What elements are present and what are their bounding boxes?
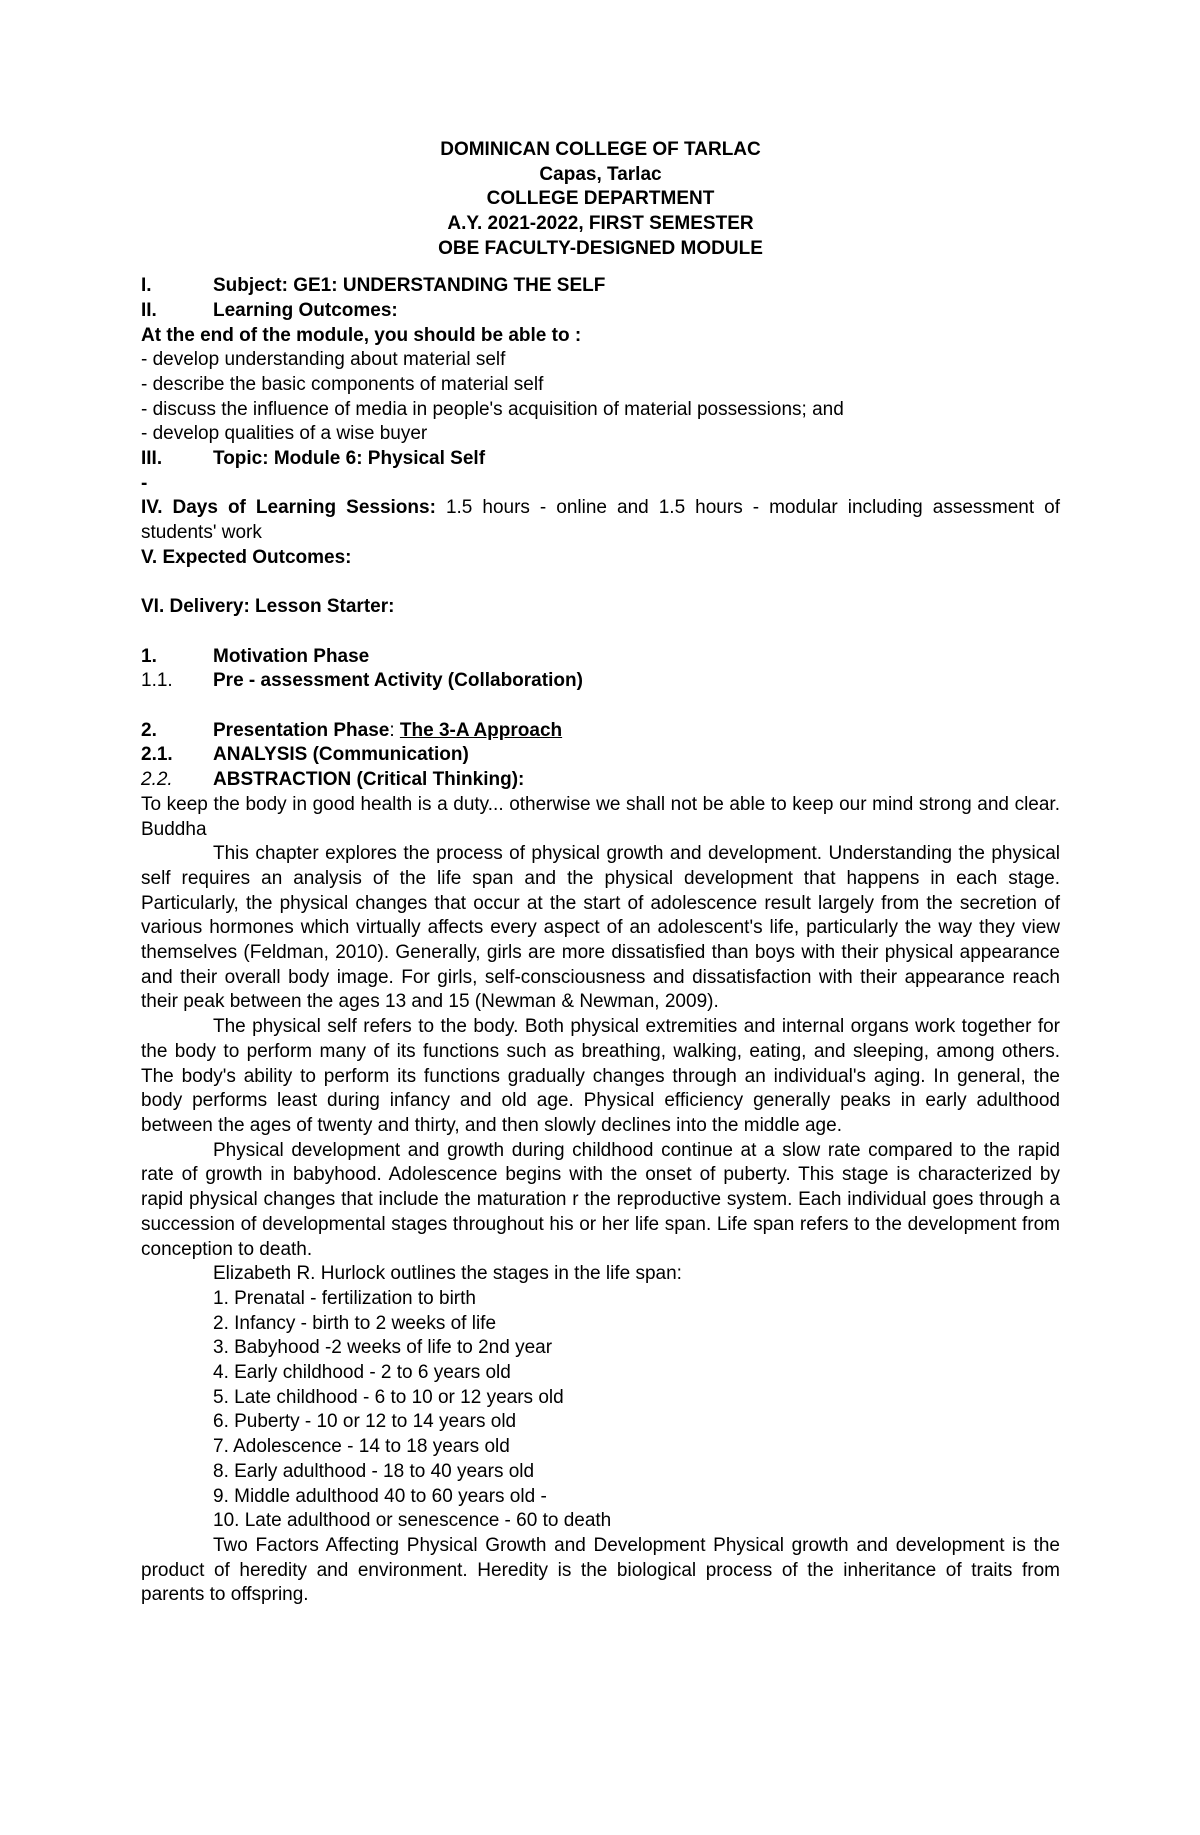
department-name: COLLEGE DEPARTMENT [486,188,715,210]
topic-text: Topic: Module 6: Physical Self [213,448,486,470]
expected-outcomes: V. Expected Outcomes: [141,546,352,568]
paragraph: Physical development and growth during childhood continue at a slow rate compared to the rapid rate of growth in babyhood. Adolescence begins with the onset of puberty. This stage is characterized by rapid physical changes that include the maturation r the reproductive system. Each individual goes through a succession of developmental stages throughout his or her life span. Life span refers to the development from conception to death. [141,1139,1060,1260]
days-label: IV. Days of Learning Sessions: [141,497,436,519]
abstraction-line [141,768,1060,793]
paragraph: This chapter explores the process of physical growth and development. Understanding the physical self requires an analysis of the life span and the physical development that happens in each stage. Particularly, the physical changes that occur at the start of adolescence result largely from the secretion of various hormones which virtually affects every aspect of an adolescent's life, particularly the way they view themselves (Feldman, 2010). Generally, girls are more dissatisfied than boys with their physical appearance and their overall body image. For girls, self-consciousness and dissatisfaction with their appearance reach their peak between the ages 13 and 15 (Newman & Newman, 2009). [141,843,1060,1013]
section-number: I. [141,275,152,297]
list-item: 4. Early childhood - 2 to 6 years old [213,1362,511,1384]
list-item: 9. Middle adulthood 40 to 60 years old - [213,1485,547,1507]
motivation-text: Motivation Phase [213,645,370,667]
days-text: 1.5 hours - online and 1.5 hours - modular including assessment of students' work [141,497,1060,544]
list-item: 1. Prenatal - fertilization to birth [213,1287,476,1309]
life-span-stages-list [141,1287,1060,1534]
spacer [141,571,1060,596]
section-number: 2.1. [141,744,173,766]
section-number: III. [141,448,163,470]
presentation-phase [141,719,1060,744]
section-number: 1. [141,645,157,667]
learning-outcomes-heading [141,299,1060,324]
dash-line: - [141,472,148,494]
list-item: 7. Adolescence - 14 to 18 years old [213,1436,510,1458]
section-number: 1.1. [141,670,173,692]
delivery-heading: VI. Delivery: Lesson Starter: [141,596,395,618]
list-item: 8. Early adulthood - 18 to 40 years old [213,1460,535,1482]
school-name: DOMINICAN COLLEGE OF TARLAC [440,139,761,160]
section-number: II. [141,299,157,321]
document-page [141,138,1060,1608]
learning-outcomes-label: Learning Outcomes: [213,299,398,321]
stages-intro: Elizabeth R. Hurlock outlines the stages in the life span: [213,1263,682,1285]
module-type: OBE FACULTY-DESIGNED MODULE [438,237,763,259]
paragraph: The physical self refers to the body. Both physical extremities and internal organs work together for the body to perform many of its functions such as breathing, walking, eating, and sleeping, among others. The body's ability to perform its functions gradually changes through an individual's aging. In general, the body performs least during infancy and old age. Physical efficiency generally peaks in early adulthood between the ages of twenty and thirty, and then slowly declines into the middle age. [141,1016,1060,1136]
approach-link: The 3-A Approach [399,719,563,741]
spacer [141,694,1060,719]
document-header [141,138,1060,261]
buddha-quote: To keep the body in good health is a duty... otherwise we shall not be able to keep our mind strong and clear. Buddha [141,793,1060,840]
days-of-learning [141,496,1060,545]
list-item: 5. Late childhood - 6 to 10 or 12 years old [213,1386,564,1408]
list-item: 3. Babyhood -2 weeks of life to 2nd year [213,1337,553,1359]
outcome-item: - develop understanding about material self [141,349,506,371]
outcome-item: - develop qualities of a wise buyer [141,423,428,445]
outcomes-intro: At the end of the module, you should be able to : [141,324,582,346]
pre-assessment-activity [141,669,1060,694]
presentation-label: Presentation Phase [213,719,390,741]
subject-text: Subject: GE1: UNDERSTANDING THE SELF [213,275,606,297]
list-item: 6. Puberty - 10 or 12 to 14 years old [213,1411,517,1433]
abstraction-text: ABSTRACTION (Critical Thinking): [213,769,525,791]
analysis-text: ANALYSIS (Communication) [213,744,469,766]
analysis-line [141,743,1060,768]
paragraph: Two Factors Affecting Physical Growth and Development Physical growth and development is the product of heredity and environment. Heredity is the biological process of the inheritance of traits from parents to offspring. [141,1534,1060,1606]
subject-line [141,274,1060,299]
spacer [141,620,1060,645]
pre-assessment-text: Pre - assessment Activity (Collaboration) [213,670,583,692]
topic-line [141,447,1060,472]
school-location: Capas, Tarlac [539,163,662,185]
academic-term: A.Y. 2021-2022, FIRST SEMESTER [447,213,754,235]
outcome-item: - describe the basic components of material self [141,373,544,395]
list-item: 2. Infancy - birth to 2 weeks of life [213,1312,497,1334]
presentation-colon: : [389,719,400,741]
section-number: 2.2. [141,769,173,791]
section-number: 2. [141,719,157,741]
motivation-phase [141,645,1060,670]
list-item: 10. Late adulthood or senescence - 60 to death [213,1510,612,1532]
outcome-item: - discuss the influence of media in people's acquisition of material possessions; and [141,398,844,420]
